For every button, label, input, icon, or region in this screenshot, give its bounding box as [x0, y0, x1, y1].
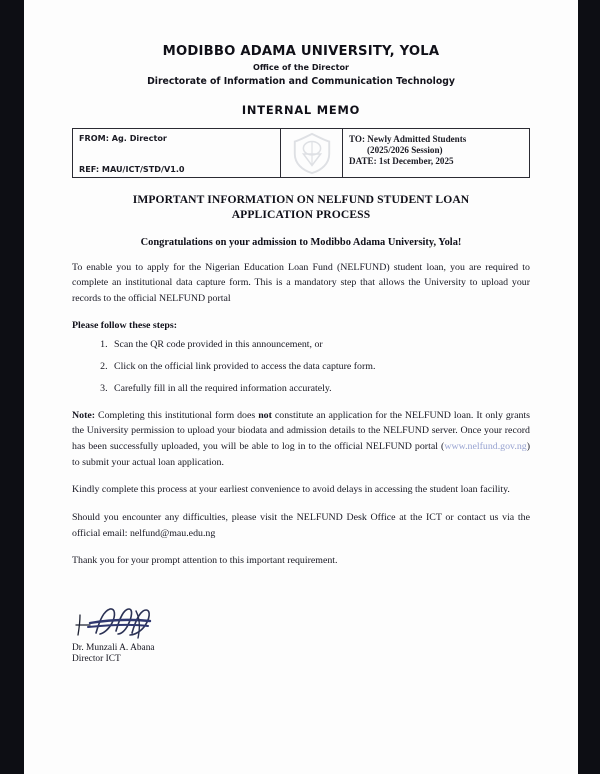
contact-email-text[interactable]: nelfund@mau.edu.ng: [129, 527, 216, 539]
document-title-line-1: IMPORTANT INFORMATION ON NELFUND STUDENT LOAN: [132, 193, 470, 206]
closing-paragraph: Thank you for your prompt attention to this important requirement.: [72, 555, 338, 567]
memo-logo-cell: [281, 129, 343, 177]
difficulties-text: Should you encounter any difficulties, please visit the NELFUND Desk Office at the ICT or contact us via the official email:: [72, 511, 530, 539]
university-crest-icon: [289, 131, 335, 175]
signature-block: [72, 605, 530, 664]
memo-header-table: [72, 128, 530, 178]
memo-date-line: DATE: 1st December, 2025: [349, 156, 454, 166]
memo-document-page: [24, 0, 578, 774]
steps-list: [110, 338, 530, 396]
signatory-role: Director ICT: [72, 653, 121, 664]
document-title: [72, 193, 530, 223]
kindly-complete-paragraph: Kindly complete this process at your earliest convenience to avoid delays in accessing the student loan facility.: [72, 484, 510, 496]
note-label: Note:: [72, 409, 96, 421]
step-item-1: 1. Scan the QR code provided in this announcement, or: [110, 338, 530, 351]
steps-lead-text: Please follow these steps:: [72, 319, 178, 331]
memo-to-cell: [343, 129, 529, 177]
note-text-part-3: ) to submit your actual loan application.: [72, 440, 530, 468]
signatory-name: Dr. Munzali A. Abana: [72, 642, 155, 653]
internal-memo-label: INTERNAL MEMO: [241, 103, 361, 117]
note-text-part-1: Completing this institutional form does: [95, 409, 259, 421]
memo-to-line: TO: Newly Admitted Students: [349, 134, 467, 144]
memo-ref-line: REF: MAU/ICT/STD/V1.0: [79, 164, 185, 174]
nelfund-portal-link[interactable]: www.nelfund.gov.ng: [444, 440, 527, 452]
memo-from-line: FROM: Ag. Director: [79, 133, 167, 143]
handwritten-signature-icon: [74, 605, 204, 641]
step-item-2: 2. Click on the official link provided to access the data capture form.: [110, 360, 530, 373]
note-paragraph: [72, 408, 530, 471]
difficulties-paragraph: [72, 510, 530, 541]
intro-paragraph: To enable you to apply for the Nigerian Education Loan Fund (NELFUND) student loan, you are required to complete an institutional data capture form. This is a mandatory step that allows the University to upload your records to the official NELFUND portal: [72, 261, 530, 304]
note-text-part-2: constitute an application for the NELFUND loan. It only grants the University permission to upload your biodata and admission details to the NELFUND server. Once your record has been successfully uploaded, you will be able to log in to the official NELFUND portal (: [72, 409, 530, 452]
step-item-3: 3. Carefully fill in all the required information accurately.: [110, 382, 530, 395]
office-subtitle: Office of the Director: [252, 62, 350, 72]
memo-to-session-line: (2025/2026 Session): [367, 145, 443, 155]
congratulations-line: Congratulations on your admission to Modibbo Adama University, Yola!: [140, 236, 462, 248]
organization-name: MODIBBO ADAMA UNIVERSITY, YOLA: [162, 44, 440, 59]
note-emphasis-not: not: [258, 409, 272, 421]
right-frame-bar: [578, 0, 600, 774]
memo-from-cell: [73, 129, 281, 177]
letterhead: [72, 44, 530, 117]
document-title-line-2: APPLICATION PROCESS: [231, 207, 371, 221]
directorate-subtitle: Directorate of Information and Communication Technology: [147, 76, 455, 87]
left-frame-bar: [0, 0, 24, 774]
